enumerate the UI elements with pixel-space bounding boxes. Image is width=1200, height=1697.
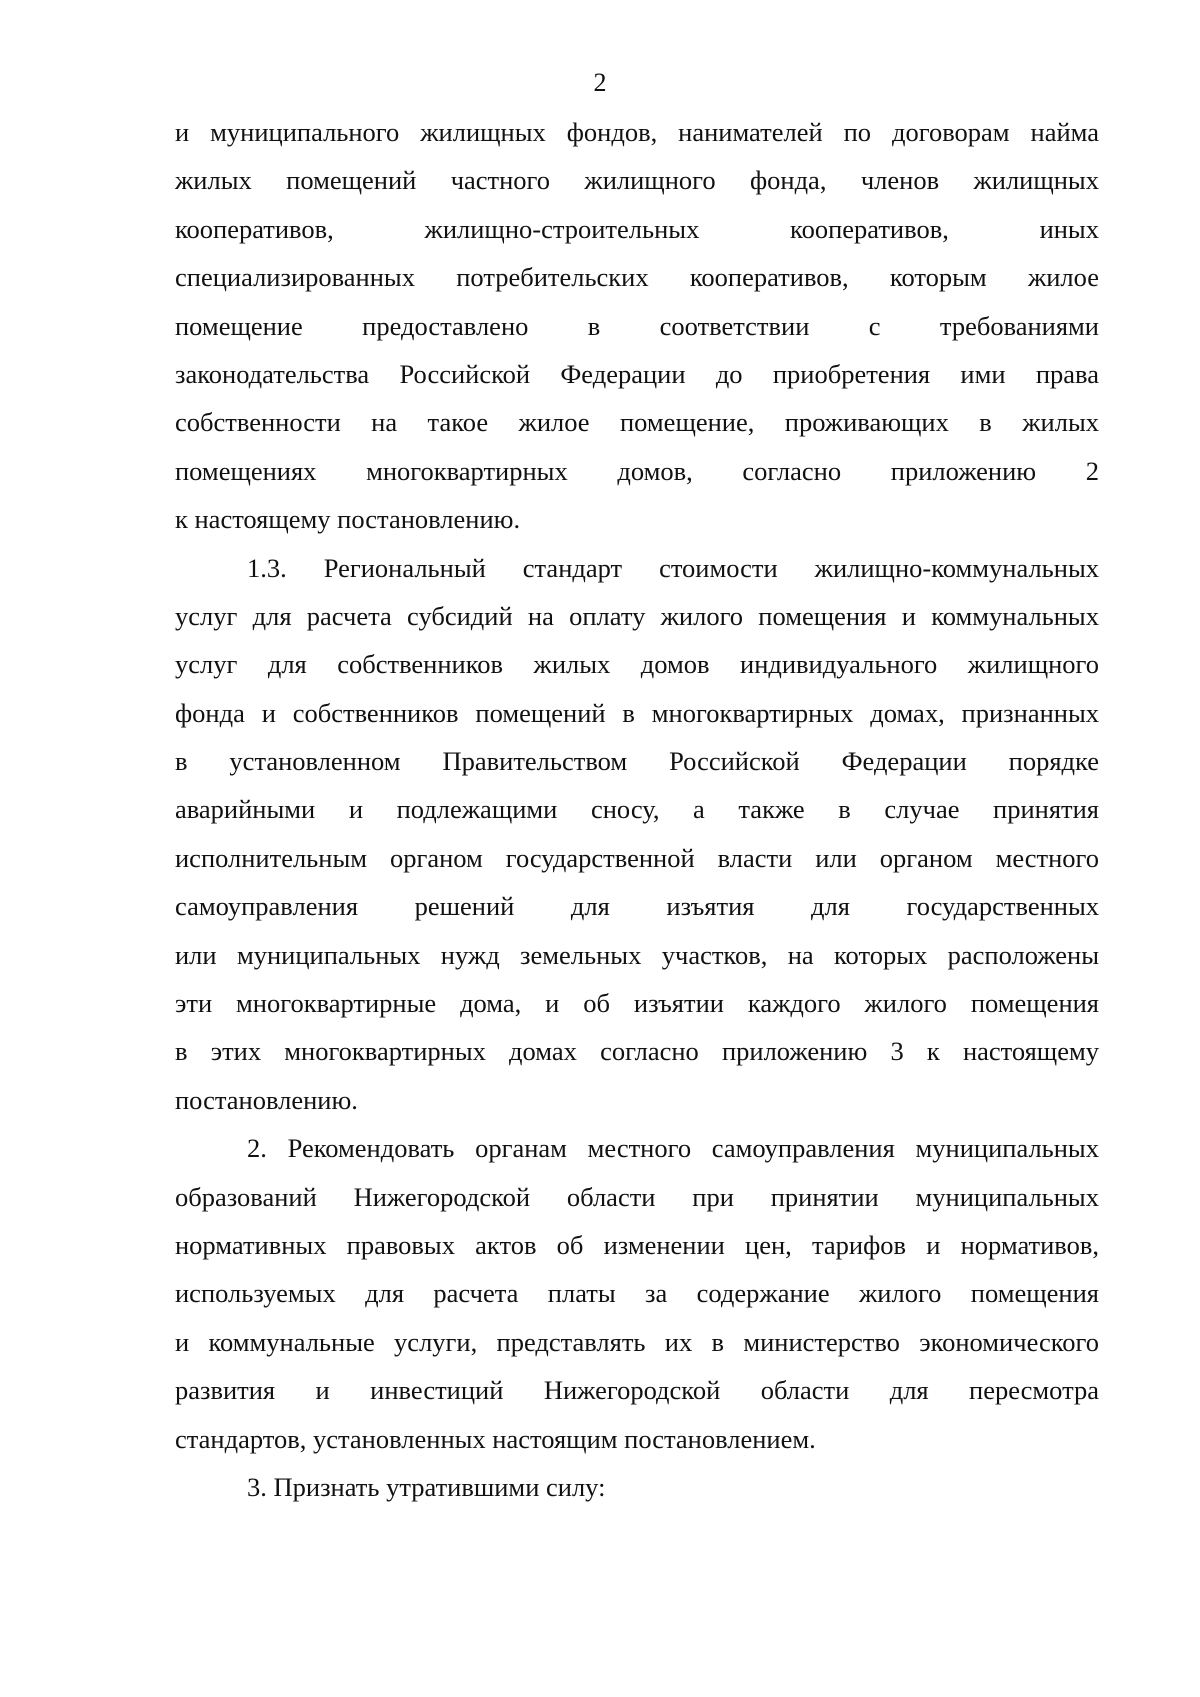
text-line: и коммунальные услуги, представлять их в министерство экономического xyxy=(175,1326,1099,1357)
text-line: в установленном Правительством Российской Федерации порядке xyxy=(175,746,1099,777)
text-line: исполнительным органом государственной власти или органом местного xyxy=(175,842,1099,873)
text-line: эти многоквартирные дома, и об изъятии каждого жилого помещения xyxy=(175,988,1099,1019)
text-line: в этих многоквартирных домах согласно приложению 3 к настоящему xyxy=(175,1036,1099,1067)
text-line: нормативных правовых актов об изменении цен, тарифов и нормативов, xyxy=(175,1229,1099,1260)
text-line: законодательства Российской Федерации до приобретения ими права xyxy=(175,358,1099,389)
text-line: стандартов, установленных настоящим постановлением. xyxy=(175,1423,816,1454)
text-line: и муниципального жилищных фондов, нанимателей по договорам найма xyxy=(175,117,1099,147)
page-number: 2 xyxy=(593,68,607,97)
text-line: собственности на такое жилое помещение, проживающих в жилых xyxy=(175,407,1099,438)
text-line: постановлению. xyxy=(175,1084,358,1115)
text-line: услуг для расчета субсидий на оплату жилого помещения и коммунальных xyxy=(175,600,1099,631)
text-line: используемых для расчета платы за содержание жилого помещения xyxy=(175,1278,1099,1309)
text-line: 3. Признать утратившими силу: xyxy=(247,1471,606,1502)
document-body xyxy=(175,108,1099,1511)
text-line: аварийными и подлежащими сносу, а также в случае принятия xyxy=(175,794,1099,825)
text-line: помещениях многоквартирных домов, согласно приложению 2 xyxy=(175,455,1099,486)
text-line: или муниципальных нужд земельных участков, на которых расположены xyxy=(175,939,1099,970)
text-line: помещение предоставлено в соответствии с требованиями xyxy=(175,310,1099,341)
paragraph-item-3 xyxy=(175,1463,1099,1511)
paragraph-continuation xyxy=(175,108,1099,544)
text-line: жилых помещений частного жилищного фонда, членов жилищных xyxy=(175,165,1099,196)
text-line: самоуправления решений для изъятия для государственных xyxy=(175,891,1099,922)
text-line: 2. Рекомендовать органам местного самоуправления муниципальных xyxy=(247,1133,1099,1164)
paragraph-item-2 xyxy=(175,1124,1099,1463)
text-line: к настоящему постановлению. xyxy=(175,504,521,535)
text-line: услуг для собственников жилых домов индивидуального жилищного xyxy=(175,649,1099,680)
text-line: кооперативов, жилищно-строительных кооперативов, иных xyxy=(175,213,1099,244)
text-line: образований Нижегородской области при принятии муниципальных xyxy=(175,1181,1099,1212)
text-line: фонда и собственников помещений в многоквартирных домах, признанных xyxy=(175,697,1099,728)
text-line: 1.3. Региональный стандарт стоимости жилищно-коммунальных xyxy=(247,552,1099,583)
paragraph-item-1-3 xyxy=(175,544,1099,1125)
text-line: развития и инвестиций Нижегородской области для пересмотра xyxy=(175,1375,1099,1406)
text-line: специализированных потребительских кооперативов, которым жилое xyxy=(175,262,1099,293)
